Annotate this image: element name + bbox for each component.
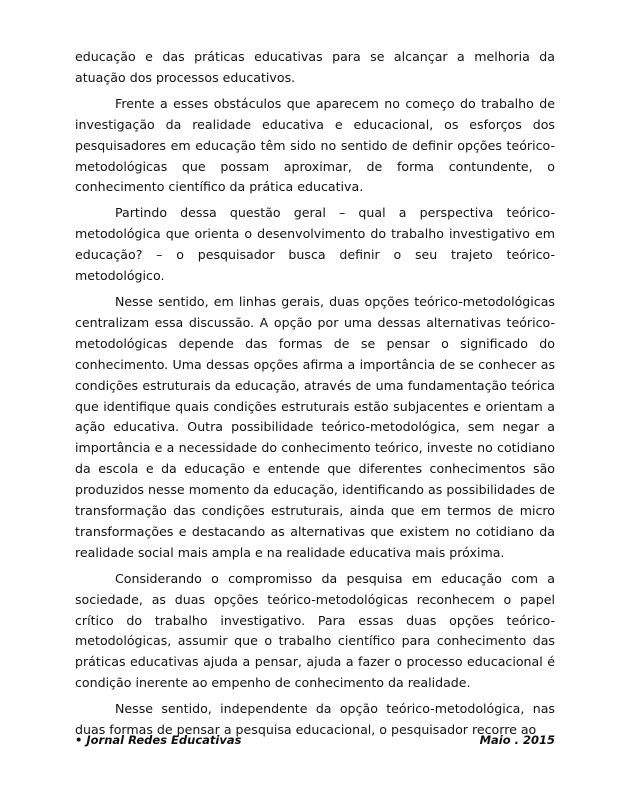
paragraph-obstacles: Frente a esses obstáculos que aparecem no começo do trabalho de investigação da realidade educativa e educacional, os esforços dos pesquisadores em educação têm sido no sentido de definir opções teórico-metodológicas que possam aproximar, de forma contundente, o conhecimento científico da prática educativa. (75, 95, 555, 195)
paragraph-closing: Nesse sentido, independente da opção teórico-metodológica, nas duas formas de pensar a pesquisa educacional, o pesquisador recorre ao (75, 701, 555, 738)
page-footer (75, 733, 555, 751)
paragraph-continuation: educação e das práticas educativas para se alcançar a melhoria da atuação dos processos educativos. (75, 49, 555, 85)
document-body (75, 47, 555, 746)
footer-date: Maio . 2015 (479, 733, 555, 747)
footer-journal-name: • Jornal Redes Educativas (75, 733, 242, 747)
paragraph-commitment: Considerando o compromisso da pesquisa em educação com a sociedade, as duas opções teórico-metodológicas reconhecem o papel crítico do trabalho investigativo. Para essas duas opções teórico-metodológicas, assumir que o trabalho científico para conhecimento das práticas educativas ajuda a pensar, ajuda a fazer o processo educacional é condição inerente ao empenho de conhecimento da realidade. (75, 570, 555, 691)
paragraph-general-question: Partindo dessa questão geral – qual a perspectiva teórico-metodológica que orienta o desenvolvimento do trabalho investigativo em educação? – o pesquisador busca definir o seu trajeto teórico-metodológico. (75, 205, 555, 284)
paragraph-two-options: Nesse sentido, em linhas gerais, duas opções teórico-metodológicas centralizam essa discussão. A opção por uma dessas alternativas teórico-metodológicas depende das formas de se pensar o significado do conhecimento. Uma dessas opções afirma a importância de se conhecer as condições estruturais da educação, através de uma fundamentação teórica que identifique quais condições estruturais estão subjacentes e orientam a ação educativa. Outra possibilidade teórico-metodológica, sem negar a importância e a necessidade do conhecimento teórico, investe no cotidiano da escola e da educação e entende que diferentes conhecimentos são produzidos nesse momento da educação, identificando as possibilidades de transformação das condições estruturais, ainda que em termos de micro transformações e destacando as alternativas que existem no cotidiano da realidade social mais ampla e na realidade educativa mais próxima. (75, 293, 555, 560)
